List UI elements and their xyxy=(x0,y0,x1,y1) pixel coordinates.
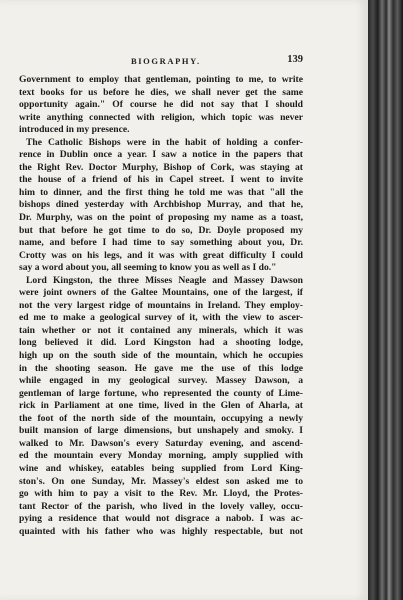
text-line: the house of a friend of his in Capel street. I went to invite xyxy=(19,174,303,186)
text-line: introduced in my presence. xyxy=(19,124,130,136)
text-line: The Catholic Bishops were in the habit of holding a confer- xyxy=(26,136,303,148)
page-number: 139 xyxy=(287,54,303,65)
text-line: quainted with his father who was highly respectable, but not xyxy=(19,525,303,537)
text-line: Lord Kingston, the three Misses Neagle and Massey Dawson xyxy=(26,274,303,286)
text-line: ed the mountain every Monday morning, amply supplied with xyxy=(19,450,303,462)
text-line: name, and before I had time to say something about you, Dr. xyxy=(19,237,303,249)
book-spine-edge xyxy=(368,0,403,600)
text-line: tant Rector of the parish, who lived in the lovely valley, occu- xyxy=(19,500,303,512)
text-line: in the shooting season. He gave me the use of this lodge xyxy=(19,362,303,374)
text-line: gentleman of large fortune, who represented the county of Lime- xyxy=(19,387,303,399)
text-line: long believed it did. Lord Kingston had a shooting lodge, xyxy=(19,337,303,349)
text-line: rick in Parliament at one time, lived in the Glen of Aharla, at xyxy=(19,400,303,412)
text-line: ed me to make a geological survey of it, with the view to ascer- xyxy=(19,312,303,324)
page-header xyxy=(19,56,303,70)
text-line: opportunity again." Of course he did not say that I should xyxy=(19,99,303,111)
text-line: Government to employ that gentleman, pointing to me, to write xyxy=(19,74,303,85)
text-line: rence in Dublin once a year. I saw a notice in the papers that xyxy=(19,149,303,161)
text-line: him to dinner, and the first thing he told me was that "all the xyxy=(19,186,303,198)
text-line: wine and whiskey, eatables being supplied from Lord King- xyxy=(19,462,303,474)
text-line: not the very largest ridge of mountains in Ireland. They employ- xyxy=(19,299,303,311)
body-text xyxy=(19,74,303,538)
text-line: Dr. Murphy, was on the point of proposing my name as a toast, xyxy=(19,212,303,224)
text-line: Crotty was on his legs, and it was with great difficulty I could xyxy=(19,249,303,261)
text-line: ston's. On one Sunday, Mr. Massey's eldest son asked me to xyxy=(19,475,303,487)
text-line: bishops dined yesterday with Archbishop Murray, and that he, xyxy=(19,199,303,211)
text-line: say a word about you, all seeming to know you as well as I do." xyxy=(19,262,277,274)
text-line: walked to Mr. Dawson's every Saturday evening, and ascend- xyxy=(19,437,303,449)
text-line: the Right Rev. Doctor Murphy, Bishop of Cork, was staying at xyxy=(19,161,303,173)
text-line: write anything connected with religion, which topic was never xyxy=(19,111,303,123)
text-line: go with him to pay a visit to the Rev. Mr. Lloyd, the Protes- xyxy=(19,488,303,500)
text-line: tain whether or not it contained any minerals, which it was xyxy=(19,324,303,336)
text-line: pying a residence that would not disgrace a nabob. I was ac- xyxy=(19,513,303,525)
text-line: text books for us before he dies, we shall never get the same xyxy=(19,86,303,98)
text-line: but that before he got time to do so, Dr. Doyle proposed my xyxy=(19,224,303,236)
text-line: while engaged in my geological survey. Massey Dawson, a xyxy=(19,375,303,387)
text-line: the foot of the north side of the mountain, occupying a newly xyxy=(19,412,303,424)
running-head: BIOGRAPHY. xyxy=(131,56,201,66)
text-line: high up on the south side of the mountain, which he occupies xyxy=(19,350,303,362)
text-line: built mansion of large dimensions, but unshapely and smoky. I xyxy=(19,425,303,437)
text-line: were joint owners of the Galtee Mountains, one of the largest, if xyxy=(19,287,303,299)
